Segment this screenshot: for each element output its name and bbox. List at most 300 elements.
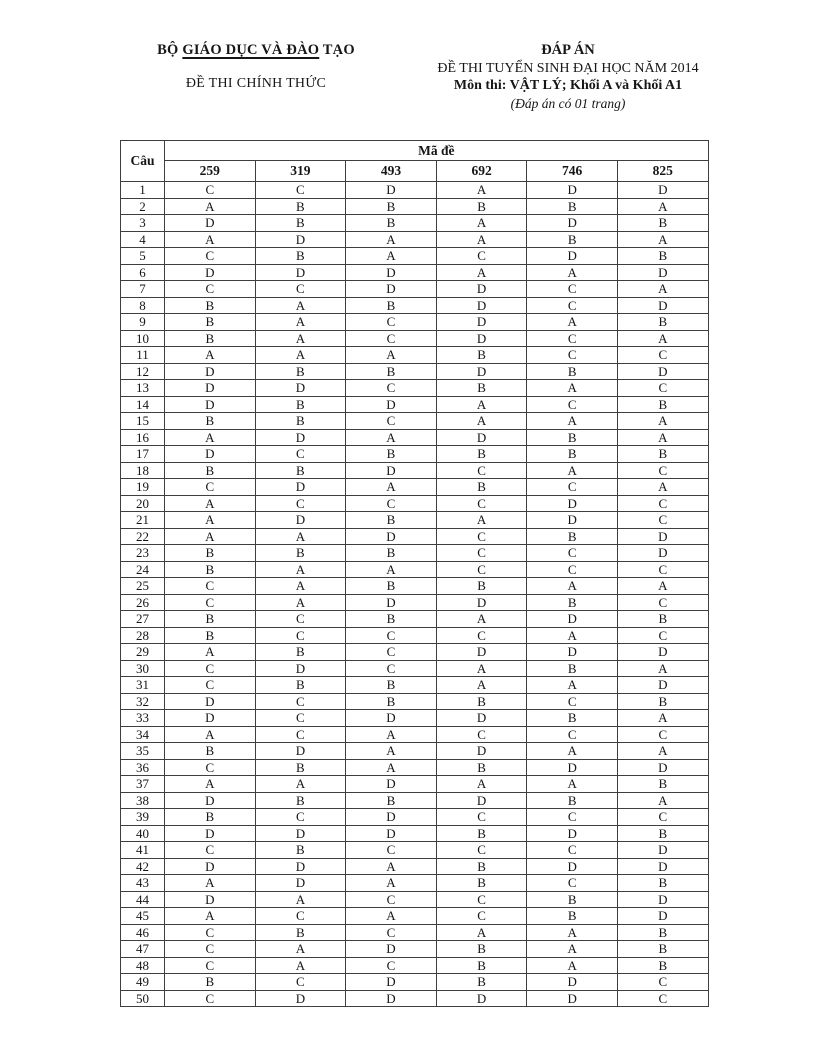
answer-cell: B <box>527 429 618 446</box>
answer-cell: C <box>255 809 346 826</box>
answer-cell: C <box>617 627 708 644</box>
answer-cell: C <box>436 842 527 859</box>
answer-cell: A <box>436 231 527 248</box>
answer-cell: C <box>617 809 708 826</box>
table-row <box>121 215 709 232</box>
answer-cell: D <box>346 825 437 842</box>
table-row <box>121 677 709 694</box>
answer-cell: B <box>527 660 618 677</box>
answer-cell: C <box>436 248 527 265</box>
answer-cell: D <box>617 363 708 380</box>
answer-cell: C <box>165 759 256 776</box>
answer-cell: C <box>617 990 708 1007</box>
question-number: 2 <box>121 198 165 215</box>
table-row <box>121 726 709 743</box>
ministry-prefix: BỘ <box>157 42 183 58</box>
answer-cell: B <box>255 198 346 215</box>
table-row <box>121 644 709 661</box>
table-row <box>121 528 709 545</box>
answer-cell: B <box>165 462 256 479</box>
answer-cell: A <box>346 875 437 892</box>
answer-cell: B <box>527 446 618 463</box>
answer-cell: C <box>346 842 437 859</box>
table-row <box>121 627 709 644</box>
answer-cell: A <box>436 215 527 232</box>
answer-cell: B <box>617 776 708 793</box>
answer-cell: C <box>165 924 256 941</box>
answer-cell: D <box>527 611 618 628</box>
answer-cell: D <box>617 858 708 875</box>
answer-cell: C <box>617 347 708 364</box>
exam-code-header: 319 <box>255 161 346 182</box>
table-row <box>121 561 709 578</box>
table-row <box>121 198 709 215</box>
answer-cell: A <box>346 429 437 446</box>
answer-cell: A <box>255 891 346 908</box>
answer-cell: A <box>436 512 527 529</box>
answer-cell: B <box>165 974 256 991</box>
answer-cell: A <box>436 924 527 941</box>
answer-cell: D <box>346 462 437 479</box>
answer-cell: A <box>617 660 708 677</box>
answer-cell: A <box>527 578 618 595</box>
answer-cell: C <box>346 924 437 941</box>
answer-cell: B <box>527 792 618 809</box>
ministry-title <box>96 42 416 59</box>
answer-cell: D <box>255 479 346 496</box>
answer-cell: B <box>617 924 708 941</box>
exam-code-header: 746 <box>527 161 618 182</box>
table-row <box>121 611 709 628</box>
answer-cell: B <box>617 957 708 974</box>
answer-cell: A <box>346 858 437 875</box>
answer-cell: D <box>165 858 256 875</box>
question-number: 50 <box>121 990 165 1007</box>
answer-cell: C <box>436 462 527 479</box>
answer-cell: B <box>527 891 618 908</box>
answer-cell: B <box>165 627 256 644</box>
answer-cell: A <box>346 248 437 265</box>
page-count-note: (Đáp án có 01 trang) <box>510 95 626 111</box>
answer-cell: B <box>436 198 527 215</box>
answer-cell: D <box>346 281 437 298</box>
answer-cell: C <box>255 710 346 727</box>
answer-cell: D <box>617 545 708 562</box>
question-number: 18 <box>121 462 165 479</box>
answer-cell: D <box>346 974 437 991</box>
question-number: 33 <box>121 710 165 727</box>
answer-cell: A <box>165 908 256 925</box>
answer-cell: B <box>436 825 527 842</box>
answer-cell: C <box>617 974 708 991</box>
exam-code-header: 493 <box>346 161 437 182</box>
answer-cell: B <box>527 594 618 611</box>
answer-cell: B <box>617 693 708 710</box>
answer-cell: B <box>165 611 256 628</box>
answer-cell: D <box>617 182 708 199</box>
answer-cell: C <box>436 726 527 743</box>
answer-cell: A <box>165 198 256 215</box>
ministry-underlined-text: GIÁO DỤC VÀ ĐÀO <box>182 42 320 58</box>
answer-cell: C <box>527 693 618 710</box>
answer-cell: A <box>527 264 618 281</box>
answer-cell: D <box>436 363 527 380</box>
answer-cell: C <box>617 495 708 512</box>
answer-cell: C <box>617 594 708 611</box>
answer-cell: D <box>255 743 346 760</box>
answer-cell: D <box>527 495 618 512</box>
ministry-suffix: TẠO <box>319 42 355 58</box>
answer-cell: A <box>255 561 346 578</box>
answer-cell: A <box>617 429 708 446</box>
answer-cell: A <box>255 528 346 545</box>
answer-cell: B <box>527 528 618 545</box>
answer-cell: A <box>165 512 256 529</box>
answer-cell: A <box>165 875 256 892</box>
answer-cell: C <box>346 660 437 677</box>
answer-cell: B <box>436 941 527 958</box>
answer-cell: D <box>436 594 527 611</box>
answer-cell: A <box>617 743 708 760</box>
answer-cell: B <box>527 710 618 727</box>
answer-cell: B <box>617 215 708 232</box>
question-number: 3 <box>121 215 165 232</box>
table-row <box>121 429 709 446</box>
answer-cell: D <box>255 660 346 677</box>
answer-cell: A <box>527 941 618 958</box>
question-number: 38 <box>121 792 165 809</box>
answer-cell: C <box>255 908 346 925</box>
question-number: 23 <box>121 545 165 562</box>
answer-cell: C <box>527 297 618 314</box>
document-header <box>0 0 816 112</box>
answer-cell: B <box>527 908 618 925</box>
answer-cell: A <box>527 627 618 644</box>
answer-cell: C <box>527 330 618 347</box>
answer-cell: D <box>436 644 527 661</box>
table-row <box>121 413 709 430</box>
answer-cell: A <box>527 677 618 694</box>
answer-cell: B <box>255 677 346 694</box>
answer-cell: B <box>255 792 346 809</box>
answer-cell: A <box>165 644 256 661</box>
question-number: 34 <box>121 726 165 743</box>
answer-cell: C <box>436 545 527 562</box>
answer-cell: A <box>346 743 437 760</box>
answer-cell: D <box>436 990 527 1007</box>
question-number: 37 <box>121 776 165 793</box>
answer-cell: C <box>255 495 346 512</box>
answer-cell: B <box>527 363 618 380</box>
answer-cell: A <box>527 462 618 479</box>
answer-cell: B <box>346 446 437 463</box>
answer-cell: C <box>436 908 527 925</box>
ministry-block <box>96 42 416 92</box>
question-number: 48 <box>121 957 165 974</box>
answer-cell: A <box>255 330 346 347</box>
answer-cell: D <box>617 842 708 859</box>
answer-cell: C <box>527 809 618 826</box>
question-number: 49 <box>121 974 165 991</box>
answer-cell: C <box>165 677 256 694</box>
table-row <box>121 281 709 298</box>
answer-cell: B <box>346 512 437 529</box>
answer-cell: B <box>255 759 346 776</box>
table-row <box>121 314 709 331</box>
answer-cell: B <box>255 363 346 380</box>
answer-cell: A <box>165 231 256 248</box>
question-number: 24 <box>121 561 165 578</box>
answer-cell: D <box>346 264 437 281</box>
answer-cell: D <box>527 248 618 265</box>
answer-cell: C <box>255 627 346 644</box>
answer-cell: B <box>346 297 437 314</box>
question-number: 40 <box>121 825 165 842</box>
exam-code-group-header: Mã đề <box>165 141 709 161</box>
answer-cell: D <box>617 891 708 908</box>
answer-cell: B <box>436 974 527 991</box>
answer-cell: C <box>255 726 346 743</box>
question-number: 9 <box>121 314 165 331</box>
answer-cell: C <box>255 281 346 298</box>
table-row <box>121 743 709 760</box>
answer-cell: C <box>165 941 256 958</box>
answer-cell: D <box>436 314 527 331</box>
question-number: 32 <box>121 693 165 710</box>
answer-cell: A <box>436 396 527 413</box>
answer-cell: C <box>346 495 437 512</box>
answer-cell: C <box>527 726 618 743</box>
answer-cell: C <box>346 627 437 644</box>
answer-key-title: ĐÁP ÁN <box>541 42 595 58</box>
answer-cell: C <box>436 809 527 826</box>
table-row <box>121 264 709 281</box>
answer-cell: A <box>617 198 708 215</box>
answer-cell: C <box>346 330 437 347</box>
answer-cell: A <box>346 479 437 496</box>
answer-cell: B <box>165 330 256 347</box>
answer-cell: D <box>436 297 527 314</box>
answer-cell: A <box>527 413 618 430</box>
answer-cell: B <box>346 545 437 562</box>
table-row <box>121 594 709 611</box>
answer-cell: A <box>617 578 708 595</box>
question-number: 28 <box>121 627 165 644</box>
answer-cell: B <box>255 248 346 265</box>
answer-cell: D <box>346 941 437 958</box>
answer-cell: C <box>436 561 527 578</box>
answer-cell: C <box>527 842 618 859</box>
exam-code-headers-row <box>121 161 709 182</box>
answer-cell: C <box>346 891 437 908</box>
answer-cell: C <box>617 380 708 397</box>
answer-cell: C <box>165 248 256 265</box>
answer-cell: C <box>527 545 618 562</box>
answer-key-table <box>120 140 709 1007</box>
answer-cell: A <box>436 611 527 628</box>
answer-cell: C <box>346 644 437 661</box>
answer-cell: B <box>617 396 708 413</box>
exam-code-header: 259 <box>165 161 256 182</box>
answer-cell: A <box>346 759 437 776</box>
table-row <box>121 182 709 199</box>
answer-cell: A <box>527 314 618 331</box>
answer-cell: D <box>165 693 256 710</box>
answer-cell: D <box>346 776 437 793</box>
answer-cell: C <box>165 479 256 496</box>
answer-cell: B <box>436 875 527 892</box>
answer-cell: B <box>346 215 437 232</box>
answer-cell: D <box>165 380 256 397</box>
question-number: 11 <box>121 347 165 364</box>
answer-cell: C <box>617 512 708 529</box>
answer-cell: D <box>165 446 256 463</box>
answer-cell: C <box>346 957 437 974</box>
table-row <box>121 512 709 529</box>
answer-cell: A <box>436 413 527 430</box>
answer-cell: B <box>165 297 256 314</box>
answer-cell: A <box>527 380 618 397</box>
answer-cell: B <box>527 231 618 248</box>
answer-cell: A <box>165 347 256 364</box>
answer-cell: A <box>165 429 256 446</box>
question-number: 5 <box>121 248 165 265</box>
answer-cell: B <box>436 479 527 496</box>
answer-cell: D <box>346 396 437 413</box>
answer-cell: A <box>436 182 527 199</box>
table-row <box>121 347 709 364</box>
answer-cell: D <box>617 264 708 281</box>
question-number: 43 <box>121 875 165 892</box>
answer-cell: B <box>436 957 527 974</box>
answer-cell: B <box>617 314 708 331</box>
answer-cell: B <box>436 380 527 397</box>
answer-cell: B <box>165 743 256 760</box>
question-number: 6 <box>121 264 165 281</box>
answer-cell: D <box>165 215 256 232</box>
table-row <box>121 908 709 925</box>
question-number: 47 <box>121 941 165 958</box>
answer-cell: D <box>527 182 618 199</box>
table-row <box>121 545 709 562</box>
official-exam-label: ĐỀ THI CHÍNH THỨC <box>185 76 327 91</box>
answer-cell: C <box>255 974 346 991</box>
answer-cell: D <box>346 710 437 727</box>
answer-cell: A <box>255 941 346 958</box>
answer-cell: D <box>165 264 256 281</box>
question-number: 46 <box>121 924 165 941</box>
answer-cell: B <box>165 545 256 562</box>
answer-cell: C <box>165 842 256 859</box>
table-row <box>121 495 709 512</box>
answer-cell: B <box>436 578 527 595</box>
answer-cell: D <box>165 396 256 413</box>
answer-cell: D <box>346 990 437 1007</box>
table-row <box>121 957 709 974</box>
answer-cell: B <box>617 248 708 265</box>
answer-cell: D <box>436 743 527 760</box>
question-number: 8 <box>121 297 165 314</box>
answer-cell: B <box>346 792 437 809</box>
table-row <box>121 842 709 859</box>
table-row <box>121 363 709 380</box>
question-number: 16 <box>121 429 165 446</box>
answer-cell: D <box>436 330 527 347</box>
subject-line: Môn thi: VẬT LÝ; Khối A và Khối A1 <box>453 78 683 93</box>
answer-cell: D <box>617 908 708 925</box>
answer-cell: B <box>346 363 437 380</box>
answer-cell: A <box>617 479 708 496</box>
answer-cell: A <box>165 776 256 793</box>
question-number: 21 <box>121 512 165 529</box>
answer-cell: D <box>617 759 708 776</box>
answer-cell: D <box>255 858 346 875</box>
answer-cell: A <box>346 908 437 925</box>
answer-cell: A <box>255 957 346 974</box>
question-number: 4 <box>121 231 165 248</box>
answer-cell: C <box>165 182 256 199</box>
table-row <box>121 792 709 809</box>
answer-cell: C <box>165 990 256 1007</box>
answer-cell: D <box>527 974 618 991</box>
answer-cell: C <box>436 495 527 512</box>
answer-cell: C <box>617 561 708 578</box>
answer-cell: C <box>527 875 618 892</box>
question-number: 41 <box>121 842 165 859</box>
answer-cell: C <box>165 578 256 595</box>
answer-cell: C <box>165 281 256 298</box>
table-row <box>121 231 709 248</box>
answer-cell: B <box>436 347 527 364</box>
answer-cell: A <box>346 231 437 248</box>
question-number: 1 <box>121 182 165 199</box>
answer-cell: C <box>617 462 708 479</box>
table-row <box>121 891 709 908</box>
question-number: 19 <box>121 479 165 496</box>
answer-cell: B <box>165 561 256 578</box>
question-number: 13 <box>121 380 165 397</box>
table-row <box>121 759 709 776</box>
answer-cell: B <box>255 644 346 661</box>
answer-cell: A <box>527 776 618 793</box>
table-row <box>121 380 709 397</box>
answer-cell: C <box>436 627 527 644</box>
table-row <box>121 990 709 1007</box>
answer-cell: D <box>527 990 618 1007</box>
exam-code-header: 692 <box>436 161 527 182</box>
answer-cell: B <box>617 941 708 958</box>
answer-cell: C <box>436 891 527 908</box>
question-number: 27 <box>121 611 165 628</box>
answer-cell: D <box>346 528 437 545</box>
answer-cell: D <box>255 231 346 248</box>
answer-cell: D <box>346 182 437 199</box>
table-row <box>121 924 709 941</box>
answer-cell: D <box>165 363 256 380</box>
answer-cell: D <box>436 429 527 446</box>
answer-cell: D <box>165 792 256 809</box>
answer-cell: B <box>436 446 527 463</box>
answer-cell: B <box>255 215 346 232</box>
question-number: 14 <box>121 396 165 413</box>
header-row-top <box>121 141 709 161</box>
answer-cell: A <box>527 743 618 760</box>
answer-cell: B <box>617 875 708 892</box>
answer-cell: D <box>255 825 346 842</box>
answer-cell: C <box>527 281 618 298</box>
answer-cell: A <box>617 710 708 727</box>
table-row <box>121 809 709 826</box>
